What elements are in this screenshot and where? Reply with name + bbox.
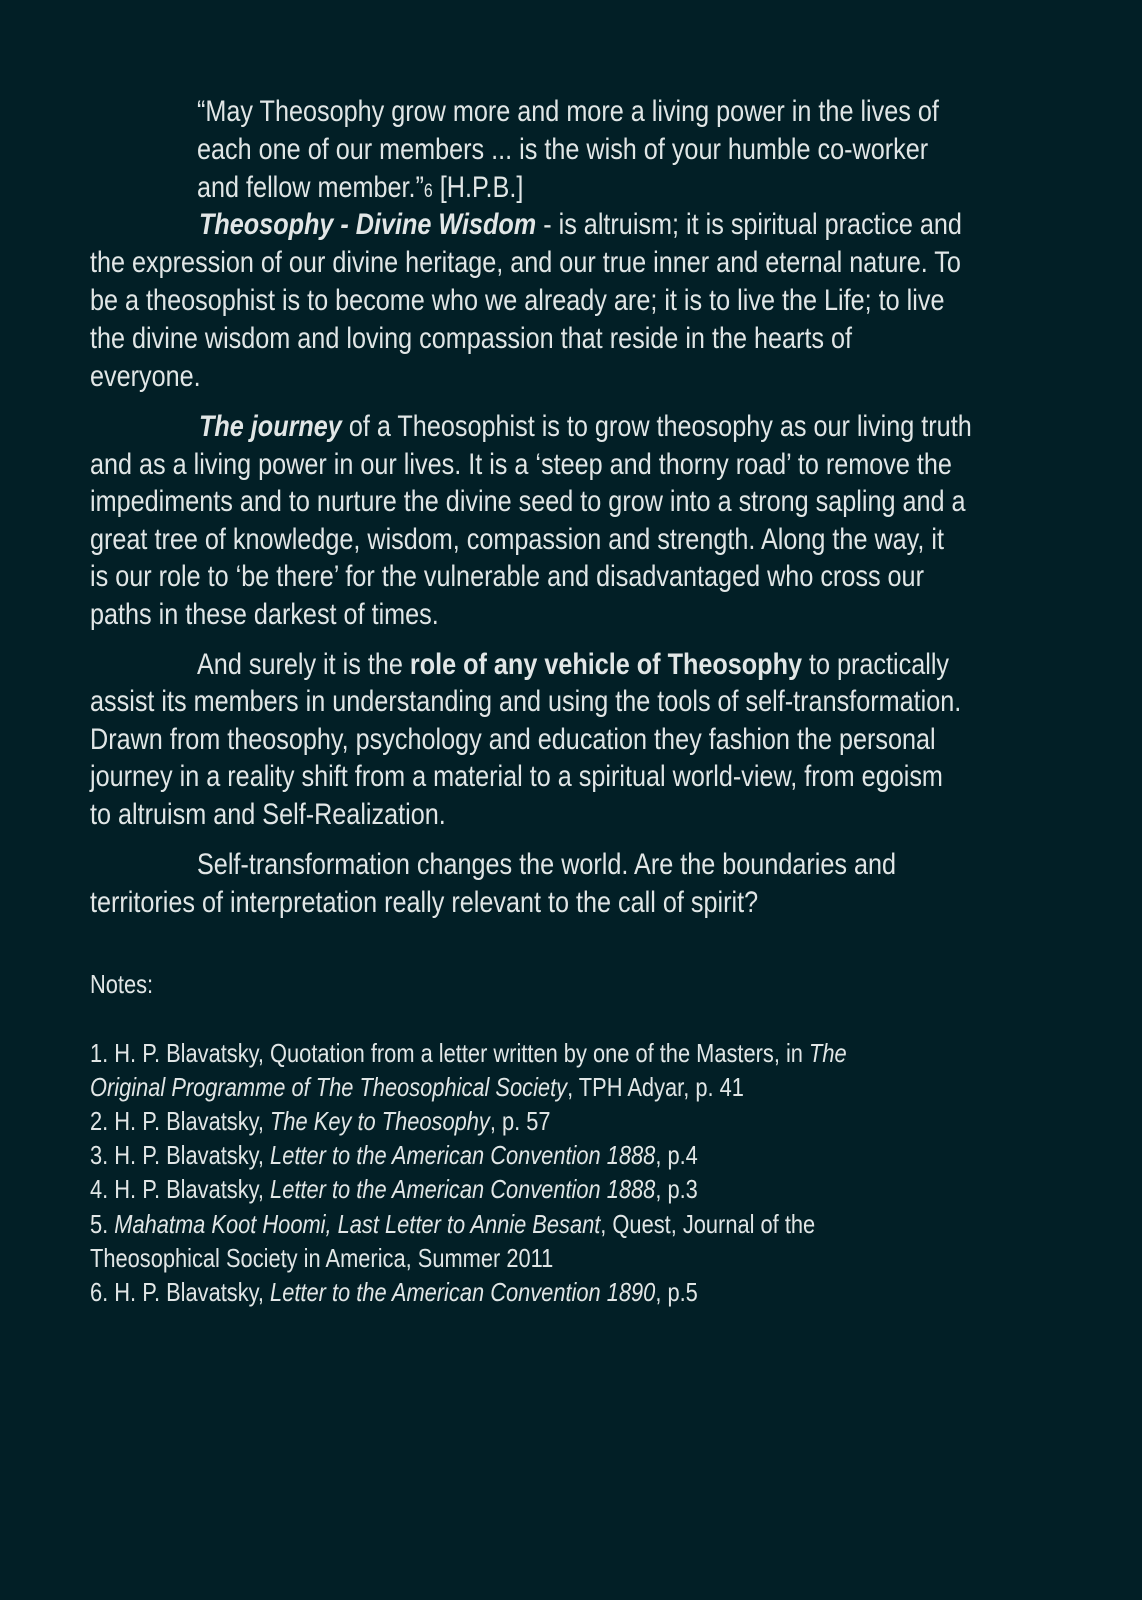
note-text: 6. H. P. Blavatsky, (90, 1277, 271, 1307)
footnote-ref: 6 (423, 181, 433, 202)
note-title: Mahatma Koot Hoomi, Last Letter to Annie Besant (114, 1209, 601, 1239)
para3-line1-rest: to practically (801, 648, 950, 681)
para2-lead: The journey (199, 410, 342, 443)
note-item (90, 1172, 698, 1206)
para2-line1-rest: of a Theosophist is to grow theosophy as our living truth (341, 410, 972, 443)
note-title: Original Programme of The Theosophical Society (90, 1072, 568, 1102)
para1-line1-rest: - is altruism; it is spiritual practice and (536, 208, 962, 241)
para2-line: paths in these darkest of times. (90, 598, 439, 631)
para1-line: everyone. (90, 360, 201, 393)
note-item (90, 1070, 744, 1104)
note-title: Letter to the American Convention 1888 (270, 1140, 656, 1170)
para3-line: to altruism and Self-Realization. (90, 798, 446, 831)
para2-line-1 (199, 408, 972, 446)
note-title: The (809, 1038, 847, 1068)
quote-line-1: “May Theosophy grow more and more a living power in the lives of (197, 95, 939, 128)
note-text: , p. 57 (489, 1106, 551, 1136)
note-text: , p.5 (655, 1277, 698, 1307)
para3-line: journey in a reality shift from a material to a spiritual world-view, from egoism (90, 760, 943, 793)
note-text: 4. H. P. Blavatsky, (90, 1174, 271, 1204)
quote-text: and fellow member.” (197, 171, 424, 204)
para3-bold: role of any vehicle of Theosophy (409, 648, 802, 681)
para4-line: territories of interpretation really relevant to the call of spirit? (90, 886, 759, 919)
note-title: The Key to Theosophy (270, 1106, 490, 1136)
para1-line: the expression of our divine heritage, and our true inner and eternal nature. To (90, 246, 961, 279)
note-item (90, 1207, 815, 1241)
note-text: Theosophical Society in America, Summer 2011 (90, 1243, 554, 1273)
note-title: Letter to the American Convention 1888 (270, 1174, 656, 1204)
para2-line: impediments and to nurture the divine seed to grow into a strong sapling and a (90, 485, 966, 518)
note-item (90, 1275, 698, 1309)
quote-attribution: [H.P.B.] (432, 171, 524, 204)
quote-line-3 (197, 169, 523, 207)
note-text: 1. H. P. Blavatsky, Quotation from a letter written by one of the Masters, in (90, 1038, 810, 1068)
para3-line: assist its members in understanding and using the tools of self-transformation. (90, 685, 962, 718)
note-text: , p.3 (655, 1174, 698, 1204)
note-text: , Quest, Journal of the (600, 1209, 816, 1239)
note-text: 5. (90, 1209, 115, 1239)
note-text: , TPH Adyar, p. 41 (567, 1072, 744, 1102)
note-text: , p.4 (655, 1140, 698, 1170)
para1-line: the divine wisdom and loving compassion that reside in the hearts of (90, 322, 853, 355)
note-text: 2. H. P. Blavatsky, (90, 1106, 271, 1136)
note-item (90, 1241, 553, 1275)
para1-lead: Theosophy - Divine Wisdom (199, 208, 537, 241)
para4-line: Self-transformation changes the world. Are the boundaries and (197, 848, 897, 881)
quote-line-2: each one of our members ... is the wish of your humble co-worker (197, 133, 929, 166)
para1-line: be a theosophist is to become who we already are; it is to live the Life; to live (90, 284, 945, 317)
notes-heading: Notes: (90, 969, 154, 999)
para3-line-1 (197, 646, 949, 684)
note-item (90, 1104, 551, 1138)
para2-line: is our role to ‘be there’ for the vulnerable and disadvantaged who cross our (90, 560, 924, 593)
note-item (90, 1138, 698, 1172)
para3-line: Drawn from theosophy, psychology and education they fashion the personal (90, 723, 936, 756)
note-text: 3. H. P. Blavatsky, (90, 1140, 271, 1170)
para2-line: and as a living power in our lives. It is a ‘steep and thorny road’ to remove the (90, 448, 952, 481)
para2-line: great tree of knowledge, wisdom, compassion and strength. Along the way, it (90, 523, 945, 556)
para3-line1-start: And surely it is the (197, 648, 410, 681)
para1-line-1 (199, 206, 962, 244)
note-title: Letter to the American Convention 1890 (270, 1277, 656, 1307)
note-item (90, 1036, 847, 1070)
